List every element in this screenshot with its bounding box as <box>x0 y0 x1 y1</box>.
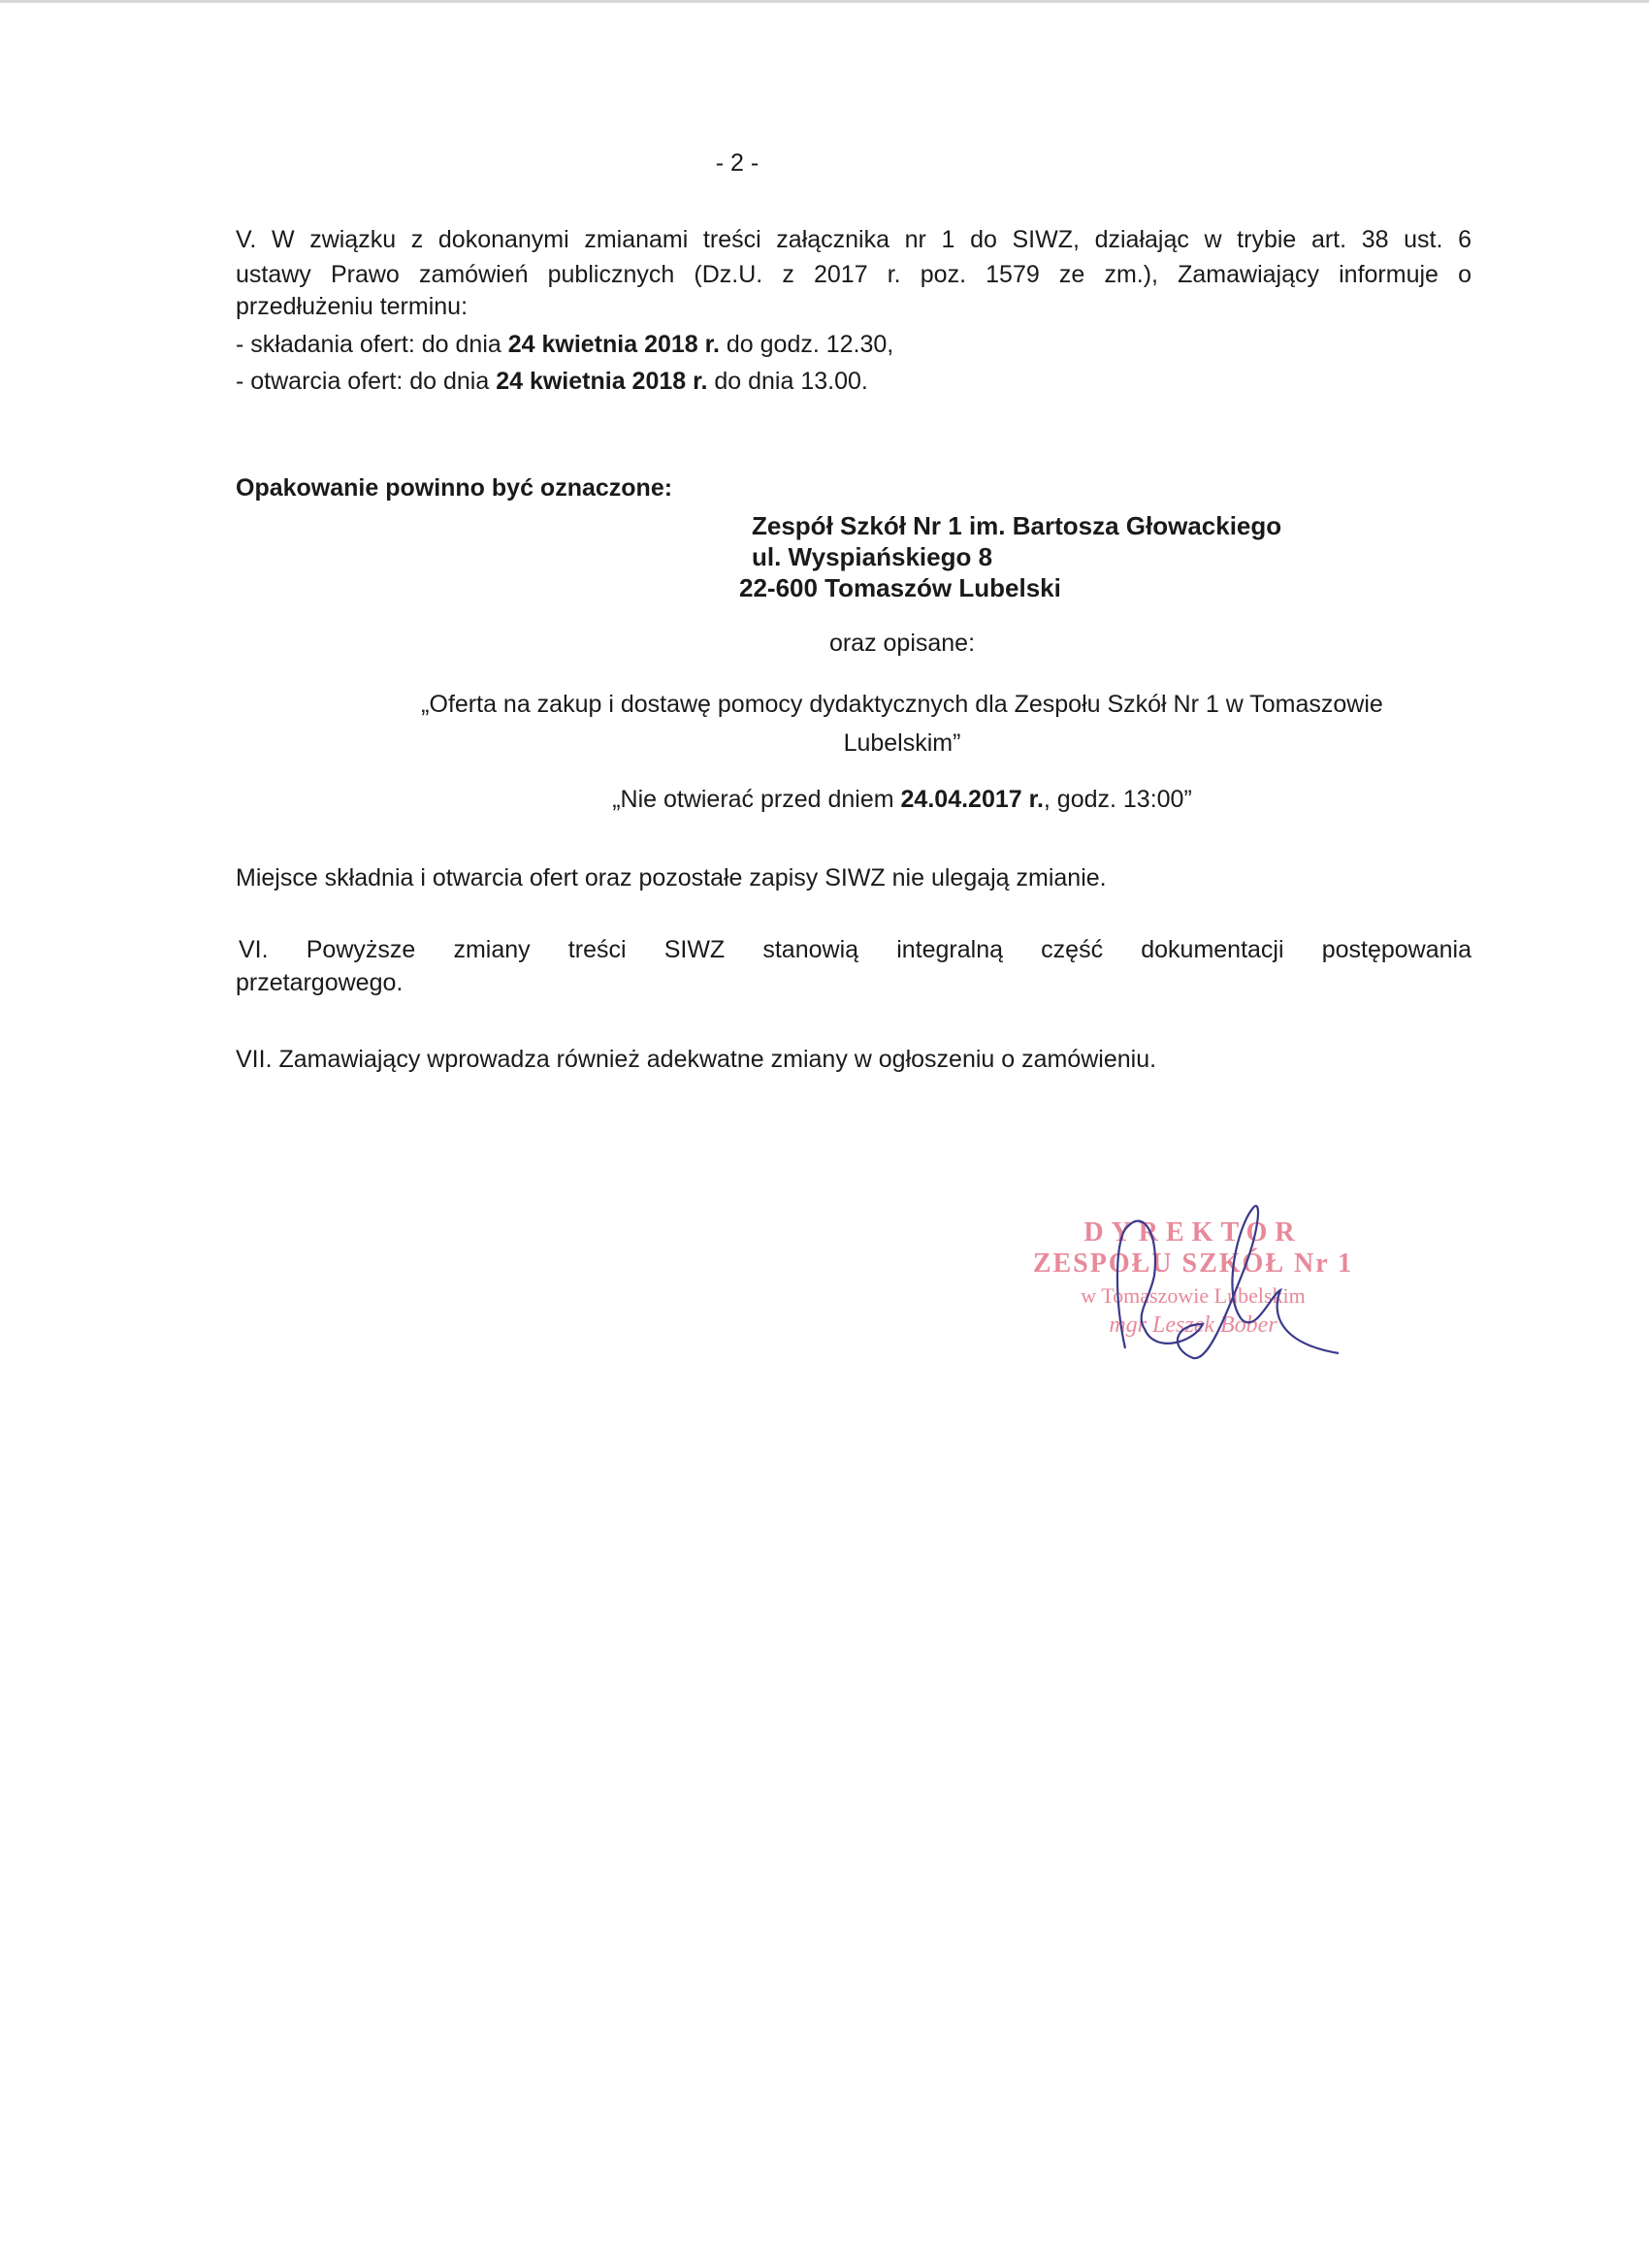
section-v-line2: ustawy Prawo zamówień publicznych (Dz.U. z 2017 r. poz. 1579 ze zm.), Zamawiający informuje o <box>236 261 1471 288</box>
address-line1: Zespół Szkół Nr 1 im. Bartosza Głowackiego <box>752 511 1282 540</box>
date: 24 kwietnia 2018 r. <box>496 368 708 395</box>
text: do godz. 12.30, <box>719 331 894 358</box>
offer-title-line1: „Oferta na zakup i dostawę pomocy dydaktycznych dla Zespołu Szkół Nr 1 w Tomaszowie <box>421 691 1383 718</box>
stamp-line1: DYREKTOR <box>1083 1217 1303 1247</box>
deadline-submission <box>236 330 893 359</box>
scan-edge <box>0 0 1649 3</box>
stamp-line4: mgr Leszek Bober <box>1109 1312 1277 1338</box>
offer-title-line2: Lubelskim” <box>843 729 961 757</box>
stamp-line3: w Tomaszowie Lubelskim <box>1081 1283 1306 1308</box>
director-stamp <box>999 1188 1387 1363</box>
section-v-line3: przedłużeniu terminu: <box>236 293 469 320</box>
section-vii: VII. Zamawiający wprowadza również adekwatne zmiany w ogłoszeniu o zamówieniu. <box>236 1046 1157 1073</box>
page-number: - 2 - <box>715 149 760 177</box>
text: - otwarcia ofert: do dnia <box>236 368 497 395</box>
described-label: oraz opisane: <box>828 630 976 657</box>
date: 24.04.2017 r. <box>900 786 1044 813</box>
text: , godz. 13:00” <box>1043 786 1192 813</box>
packaging-heading: Opakowanie powinno być oznaczone: <box>236 474 673 502</box>
date: 24 kwietnia 2018 r. <box>507 331 720 358</box>
stamp-line2: ZESPOŁU SZKÓŁ Nr 1 <box>1032 1248 1354 1279</box>
unchanged-note: Miejsce składnia i otwarcia ofert oraz pozostałe zapisy SIWZ nie ulegają zmianie. <box>236 864 1107 891</box>
text: „Nie otwierać przed dniem <box>612 786 901 813</box>
text: do dnia 13.00. <box>707 368 868 395</box>
deadline-opening <box>236 367 868 396</box>
do-not-open <box>0 785 1649 814</box>
section-v-line1: V. W związku z dokonanymi zmianami treści załącznika nr 1 do SIWZ, działając w trybie art. 38 ust. 6 <box>236 226 1471 253</box>
text: - składania ofert: do dnia <box>236 331 508 358</box>
address-line3: 22-600 Tomaszów Lubelski <box>739 573 1061 602</box>
section-vi-line1: VI. Powyższe zmiany treści SIWZ stanowią integralną część dokumentacji postępowania <box>239 936 1471 963</box>
section-vi-line2: przetargowego. <box>236 969 404 996</box>
signature-icon <box>999 1188 1387 1382</box>
address-line2: ul. Wyspiańskiego 8 <box>752 542 993 571</box>
